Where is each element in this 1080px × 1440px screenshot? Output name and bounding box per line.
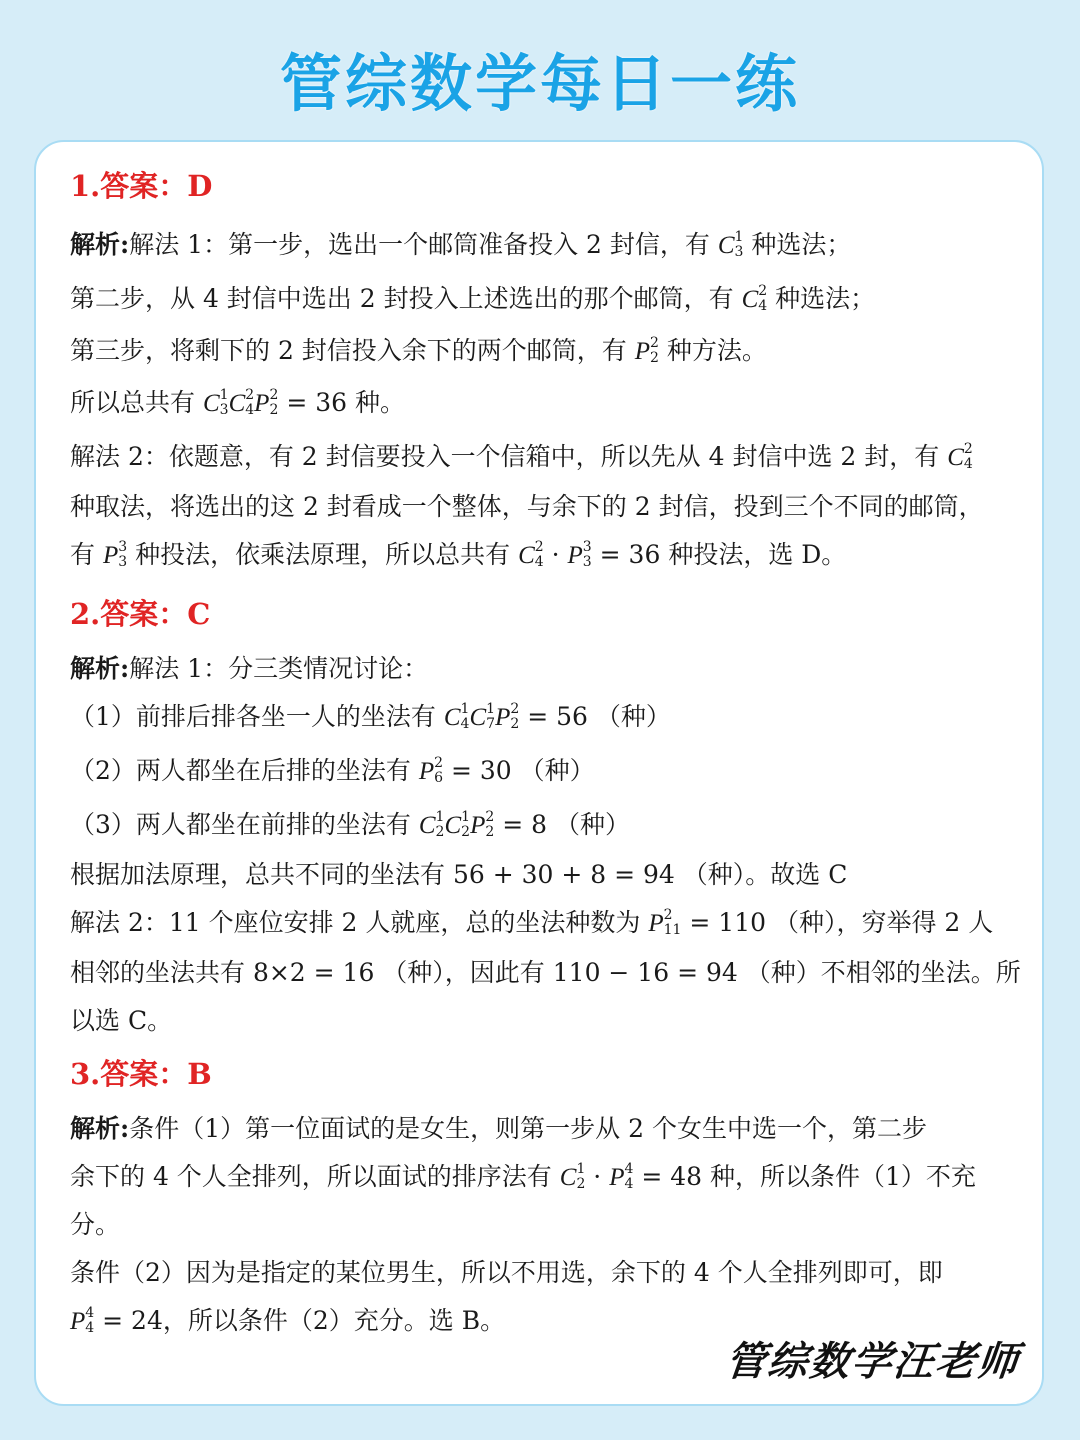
q1-line-4: 所以总共有 C 1 3 C 2 4 P 2 2 = 36 种。 [70,386,405,418]
q1-line-5: 解法 2：依题意，有 2 封信要投入一个信箱中，所以先从 4 封信中选 2 封，有 C 2 4 [70,440,973,472]
q3-line-2: 余下的 4 个人全排列，所以面试的排序法有 C 1 2 · P 4 4 = 48 种，所以条件（1）不充 [70,1160,976,1192]
q3-line-3: 分。 [70,1210,121,1239]
answer-heading-1: 1.答案：D [70,169,213,203]
q1-line-1: 解析:解法 1：第一步，选出一个邮筒准备投入 2 封信，有 C 1 3 种选法； [70,228,852,260]
answer-heading-3: 3.答案：B [70,1057,212,1091]
q2-line-8: 以选 C。 [70,1006,173,1035]
page-title: 管综数学每日一练 [279,47,800,120]
q2-line-6: 解法 2：11 个座位安排 2 人就座，总的坐法种数为 P 2 11 = 110 （种），穷举得 2 人 [70,906,994,938]
q1-line-2: 第二步，从 4 封信中选出 2 封投入上述选出的那个邮筒，有 C 2 4 种选法； [70,282,876,314]
q3-line-5: P 4 4 = 24，所以条件（2）充分。选 B。 [70,1304,506,1336]
q2-line-1: 解析:解法 1：分三类情况讨论： [70,654,429,683]
q2-line-2: （1）前排后排各坐一人的坐法有 C 1 4 C 1 7 P 2 2 = 56 （种） [70,700,671,732]
q1-line-7: 有 P 3 3 种投法，依乘法原理，所以总共有 C 2 4 · P 3 3 = 36 种投法，选 D。 [70,538,847,570]
q1-line-3: 第三步，将剩下的 2 封信投入余下的两个邮筒，有 P 2 2 种方法。 [70,334,767,366]
q2-line-5: 根据加法原理，总共不同的坐法有 56 + 30 + 8 = 94 （种）。故选 C [70,860,848,889]
author-signature: 管综数学汪老师 [723,1338,1023,1385]
q2-line-4: （3）两人都坐在前排的坐法有 C 1 2 C 1 2 P 2 2 = 8 （种） [70,808,630,840]
answer-card [34,140,1044,1406]
q2-line-3: （2）两人都坐在后排的坐法有 P 2 6 = 30 （种） [70,754,595,786]
q1-line-6: 种取法，将选出的这 2 封看成一个整体，与余下的 2 封信，投到三个不同的邮筒， [70,492,984,521]
q3-line-1: 解析:条件（1）第一位面试的是女生，则第一步从 2 个女生中选一个，第二步 [70,1114,927,1143]
answer-heading-2: 2.答案：C [70,597,211,631]
q3-line-4: 条件（2）因为是指定的某位男生，所以不用选，余下的 4 个人全排列即可，即 [70,1258,943,1287]
q2-line-7: 相邻的坐法共有 8×2 = 16 （种），因此有 110 − 16 = 94 （种）不相邻的坐法。所 [70,958,1021,987]
